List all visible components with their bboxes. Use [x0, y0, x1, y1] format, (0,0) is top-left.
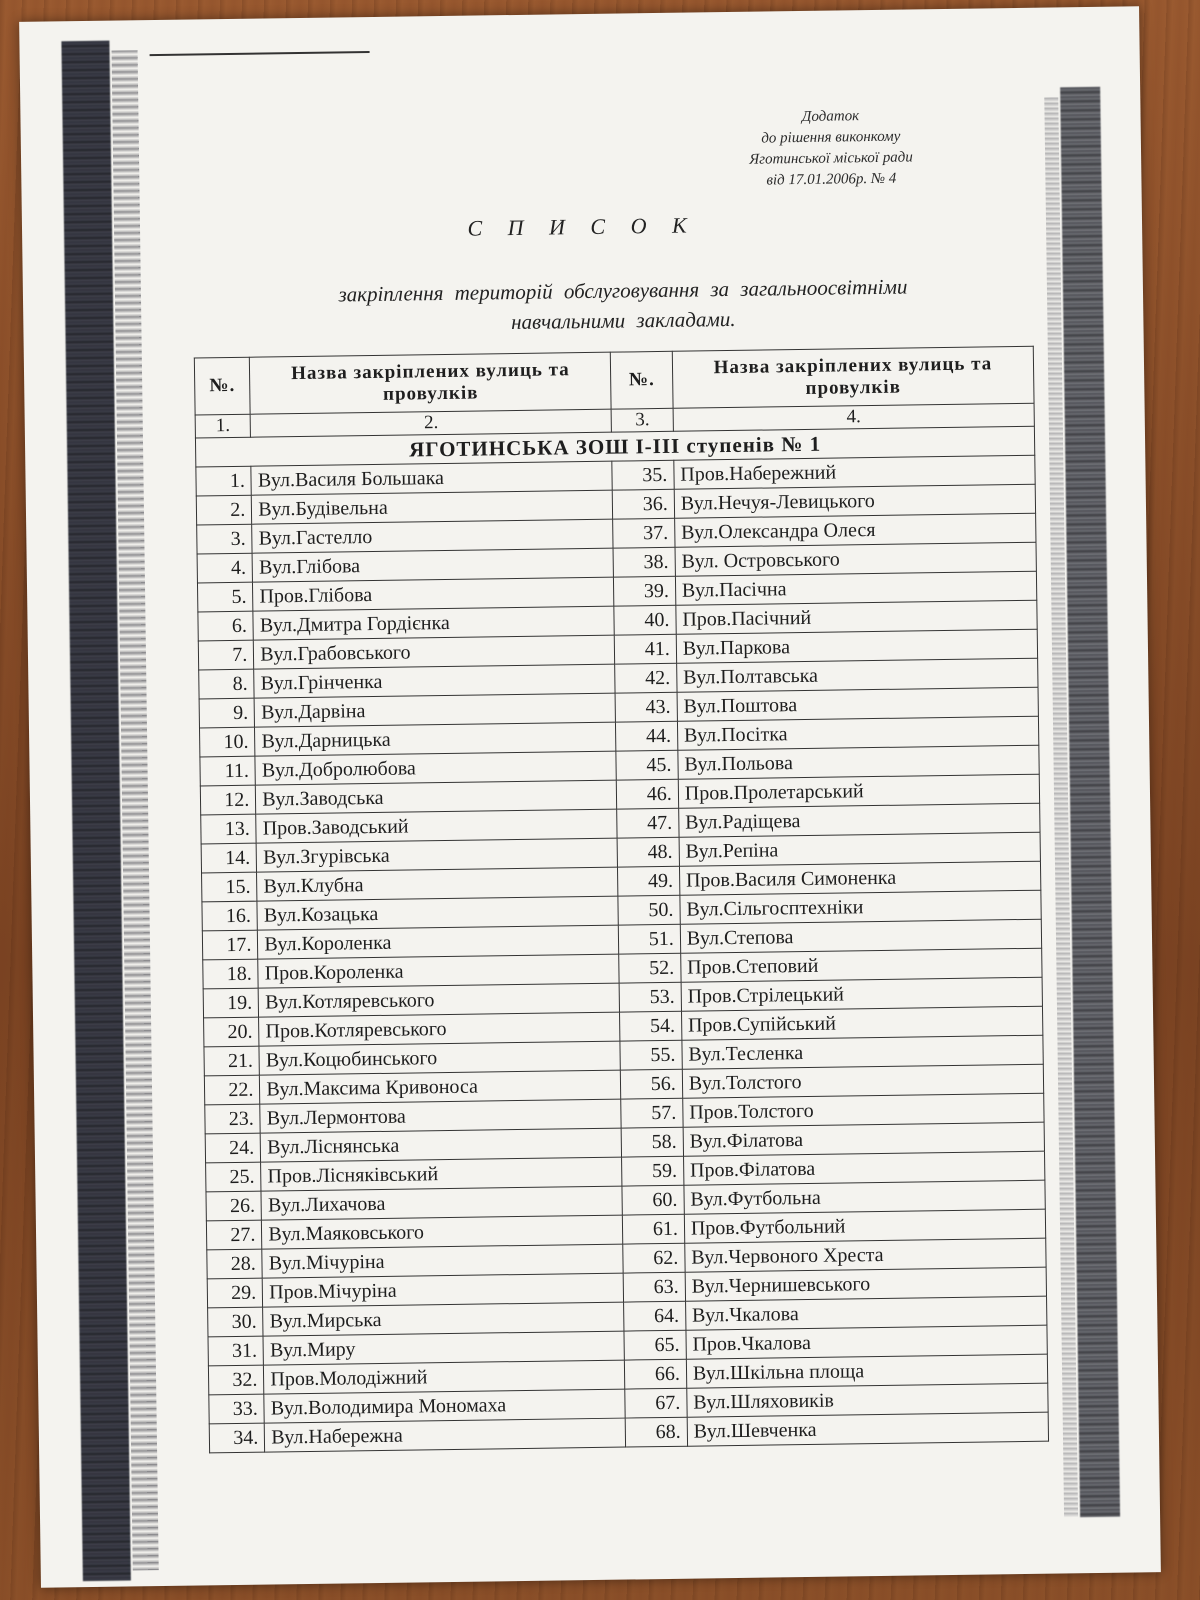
street-name-right: Вул.Шкільна площа	[686, 1354, 1048, 1388]
header-street-name-1: Назва закріплених вулиць та провулків	[250, 352, 612, 414]
row-number-right: 55.	[620, 1040, 682, 1070]
street-name-left: Вул.Грабовського	[254, 635, 616, 669]
row-number-left: 1.	[196, 466, 252, 496]
street-name-right: Вул.Тесленка	[682, 1035, 1044, 1069]
row-number-right: 54.	[620, 1011, 682, 1041]
street-name-right: Вул.Сільгосптехніки	[680, 890, 1042, 924]
street-name-left: Вул.Глібова	[252, 548, 614, 582]
document-page	[19, 6, 1161, 1587]
street-name-left: Вул.Ліснянська	[260, 1128, 622, 1162]
street-name-left: Вул.Дмитра Гордієнка	[253, 606, 615, 640]
street-name-right: Вул.Чернишевського	[685, 1267, 1047, 1301]
street-name-right: Пров.Чкалова	[686, 1325, 1048, 1359]
street-name-right: Вул.Шляховиків	[687, 1383, 1049, 1417]
row-number-right: 51.	[619, 924, 681, 954]
street-name-left: Вул.Миру	[263, 1331, 625, 1365]
row-number-left: 32.	[208, 1365, 264, 1395]
street-name-left: Пров.Котляревського	[259, 1012, 621, 1046]
street-name-right: Пров.Футбольний	[684, 1209, 1046, 1243]
street-name-right: Пров.Степовий	[681, 948, 1043, 982]
header-number-1: №.	[194, 357, 250, 415]
row-number-right: 63.	[624, 1272, 686, 1302]
row-number-right: 39.	[614, 576, 676, 606]
street-name-left: Вул.Клубна	[257, 867, 619, 901]
street-name-left: Пров.Глібова	[253, 577, 615, 611]
street-name-left: Пров.Короленка	[258, 954, 620, 988]
street-name-left: Вул.Дарвіна	[254, 693, 616, 727]
row-number-right: 57.	[621, 1098, 683, 1128]
row-number-left: 17.	[202, 930, 258, 960]
row-number-left: 25.	[206, 1162, 262, 1192]
street-name-left: Вул.Згурівська	[256, 838, 618, 872]
street-name-right: Пров.Філатова	[683, 1151, 1045, 1185]
row-number-right: 49.	[618, 866, 680, 896]
street-name-right: Вул.Філатова	[683, 1122, 1045, 1156]
street-name-right: Вул.Нечуя-Левицького	[674, 484, 1036, 518]
row-number-left: 34.	[209, 1423, 265, 1453]
row-number-right: 68.	[626, 1417, 688, 1447]
street-name-left: Вул.Козацька	[257, 896, 619, 930]
row-number-left: 11.	[200, 756, 256, 786]
street-name-right: Пров.Толстого	[683, 1093, 1045, 1127]
street-name-right: Вул.Полтавська	[676, 658, 1038, 692]
street-name-left: Пров.Заводський	[256, 809, 618, 843]
row-number-left: 20.	[204, 1017, 260, 1047]
document-subtitle	[223, 270, 1024, 341]
row-number-right: 36.	[613, 489, 675, 519]
row-number-left: 14.	[201, 843, 257, 873]
row-number-left: 10.	[199, 727, 255, 757]
street-name-right: Вул.Шевченка	[687, 1412, 1049, 1446]
street-name-right: Вул.Паркова	[676, 629, 1038, 663]
street-name-right: Пров.Пролетарський	[678, 774, 1040, 808]
street-name-left: Вул.Коцюбинського	[259, 1041, 621, 1075]
street-name-left: Вул.Будівельна	[252, 490, 614, 524]
row-number-right: 65.	[624, 1330, 686, 1360]
appendix-line: Яготинської міської ради	[749, 149, 913, 168]
row-number-right: 37.	[613, 518, 675, 548]
street-name-left: Вул.Василя Большака	[251, 461, 613, 495]
street-name-left: Вул.Грінченка	[254, 664, 616, 698]
row-number-right: 40.	[614, 605, 676, 635]
column-number: 1.	[195, 414, 251, 438]
header-street-name-2: Назва закріплених вулиць та провулків	[672, 346, 1034, 408]
streets-table	[194, 346, 1049, 1454]
row-number-right: 44.	[616, 721, 678, 751]
row-number-left: 13.	[201, 814, 257, 844]
row-number-left: 12.	[200, 785, 256, 815]
street-name-right: Вул.Посітка	[677, 716, 1039, 750]
street-name-left: Вул.Лермонтова	[260, 1099, 622, 1133]
street-name-right: Пров.Набережний	[674, 455, 1036, 489]
row-number-right: 48.	[618, 837, 680, 867]
street-name-right: Вул.Степова	[680, 919, 1042, 953]
row-number-right: 58.	[622, 1127, 684, 1157]
street-name-left: Вул.Гастелло	[252, 519, 614, 553]
street-name-left: Пров.Мічуріна	[263, 1273, 625, 1307]
street-name-right: Вул.Пасічна	[675, 571, 1037, 605]
appendix-line: Додаток	[801, 108, 860, 125]
street-name-left: Пров.Лісняківський	[261, 1157, 623, 1191]
street-name-right: Вул.Олександра Олеся	[674, 513, 1036, 547]
street-name-right: Вул.Червоного Хреста	[685, 1238, 1047, 1272]
row-number-right: 41.	[615, 634, 677, 664]
street-name-right: Вул.Футбольна	[684, 1180, 1046, 1214]
row-number-left: 3.	[197, 524, 253, 554]
appendix-line: від 17.01.2006р. № 4	[766, 170, 897, 189]
row-number-right: 38.	[613, 547, 675, 577]
street-name-right: Пров.Пасічний	[676, 600, 1038, 634]
street-name-left: Вул.Максима Кривоноса	[260, 1070, 622, 1104]
column-number: 2.	[250, 409, 611, 437]
street-name-right: Пров.Стрілецький	[681, 977, 1043, 1011]
row-number-left: 4.	[197, 553, 253, 583]
street-name-left: Вул.Добролюбова	[255, 751, 617, 785]
row-number-left: 16.	[202, 901, 258, 931]
street-name-right: Вул.Радіщева	[678, 803, 1040, 837]
row-number-right: 67.	[625, 1388, 687, 1418]
row-number-left: 24.	[205, 1133, 261, 1163]
subtitle-line: навчальними закладами.	[510, 306, 736, 335]
table-body	[195, 403, 1048, 1453]
street-name-left: Вул.Володимира Мономаха	[264, 1389, 626, 1423]
row-number-right: 61.	[623, 1214, 685, 1244]
row-number-left: 15.	[202, 872, 258, 902]
street-name-right: Вул.Толстого	[682, 1064, 1044, 1098]
row-number-left: 5.	[197, 582, 253, 612]
street-name-left: Вул.Короленка	[258, 925, 620, 959]
column-number: 3.	[612, 408, 674, 432]
document-content	[19, 6, 1161, 1587]
row-number-left: 18.	[203, 959, 259, 989]
row-number-right: 35.	[612, 460, 674, 490]
row-number-right: 62.	[623, 1243, 685, 1273]
row-number-left: 30.	[208, 1307, 264, 1337]
row-number-left: 8.	[199, 669, 255, 699]
street-name-right: Вул.Чкалова	[685, 1296, 1047, 1330]
street-name-left: Пров.Молодіжний	[264, 1360, 626, 1394]
street-name-left: Вул.Мічуріна	[262, 1244, 624, 1278]
section-title: ЯГОТИНСЬКА ЗОШ I-III ступенів № 1	[195, 426, 1034, 467]
row-number-left: 31.	[208, 1336, 264, 1366]
row-number-left: 7.	[198, 640, 254, 670]
row-number-left: 21.	[204, 1046, 260, 1076]
column-number: 4.	[673, 403, 1034, 431]
row-number-right: 45.	[616, 750, 678, 780]
street-name-right: Вул.Польова	[678, 745, 1040, 779]
subtitle-line: закріплення територій обслуговування за загальноосвітніми	[338, 274, 908, 307]
street-name-left: Вул.Лихачова	[261, 1186, 623, 1220]
row-number-right: 53.	[620, 982, 682, 1012]
row-number-left: 22.	[204, 1075, 260, 1105]
row-number-right: 50.	[618, 895, 680, 925]
document-title: С П И С О К	[467, 212, 697, 241]
row-number-right: 64.	[624, 1301, 686, 1331]
appendix-line: до рішення виконкому	[761, 128, 901, 147]
row-number-right: 52.	[619, 953, 681, 983]
row-number-right: 56.	[621, 1069, 683, 1099]
row-number-right: 42.	[615, 663, 677, 693]
row-number-left: 33.	[209, 1394, 265, 1424]
street-name-left: Вул.Набережна	[265, 1418, 627, 1452]
street-name-left: Вул.Дарницька	[255, 722, 617, 756]
row-number-right: 60.	[622, 1185, 684, 1215]
row-number-left: 19.	[203, 988, 259, 1018]
header-number-2: №.	[611, 351, 673, 409]
street-name-left: Вул.Маяковського	[262, 1215, 624, 1249]
street-name-right: Вул.Поштова	[677, 687, 1039, 721]
street-name-left: Вул.Мирська	[263, 1302, 625, 1336]
row-number-left: 9.	[199, 698, 255, 728]
street-name-right: Пров.Супійський	[681, 1006, 1043, 1040]
street-name-right: Вул. Островського	[675, 542, 1037, 576]
street-name-right: Вул.Репіна	[679, 832, 1041, 866]
row-number-left: 27.	[206, 1220, 262, 1250]
street-name-left: Вул.Заводська	[256, 780, 618, 814]
row-number-right: 66.	[625, 1359, 687, 1389]
street-name-right: Пров.Василя Симоненка	[679, 861, 1041, 895]
row-number-left: 29.	[207, 1278, 263, 1308]
appendix-note	[700, 105, 961, 193]
street-name-left: Вул.Котляревського	[258, 983, 620, 1017]
row-number-right: 46.	[617, 779, 679, 809]
row-number-left: 28.	[207, 1249, 263, 1279]
row-number-right: 47.	[617, 808, 679, 838]
row-number-left: 23.	[205, 1104, 261, 1134]
row-number-left: 2.	[196, 495, 252, 525]
row-number-left: 6.	[198, 611, 254, 641]
row-number-right: 59.	[622, 1156, 684, 1186]
row-number-left: 26.	[206, 1191, 262, 1221]
row-number-right: 43.	[616, 692, 678, 722]
